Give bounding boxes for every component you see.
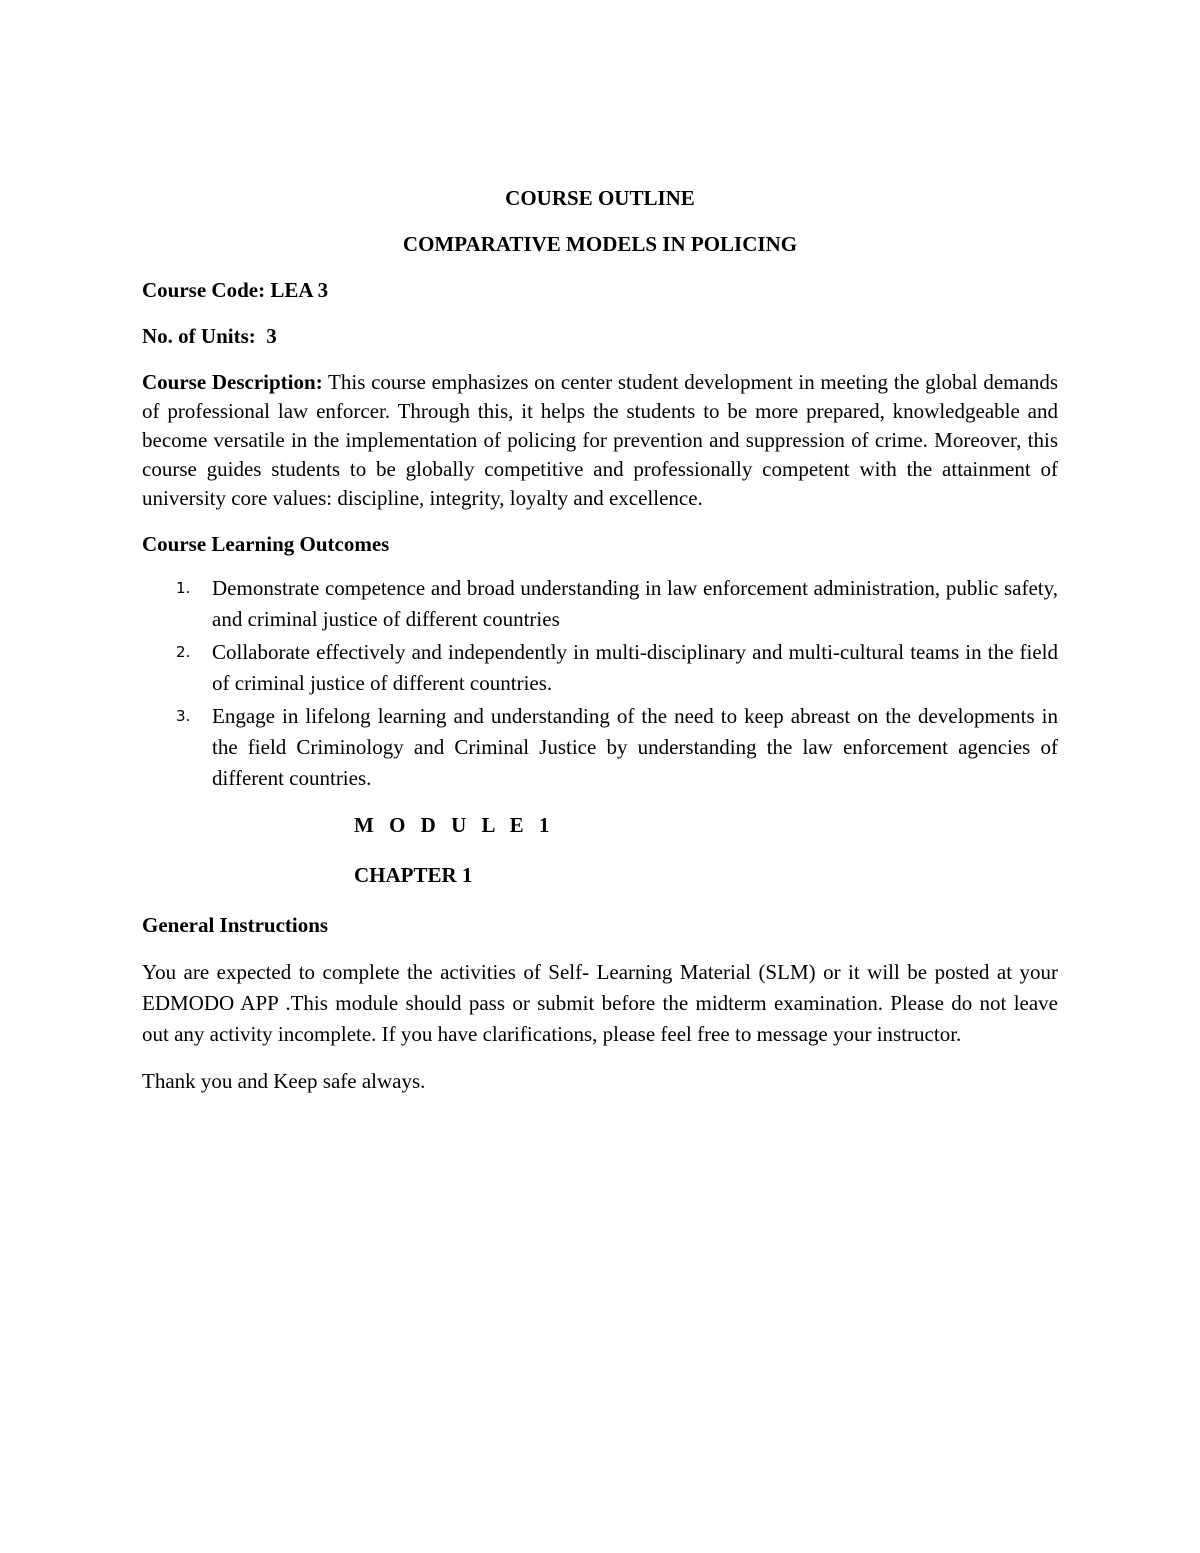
chapter-heading: CHAPTER 1 (354, 863, 473, 887)
document-content (142, 184, 1058, 1096)
course-units-label: No. of Units: (142, 324, 256, 348)
outcome-item (142, 573, 1058, 635)
document-title: COURSE OUTLINE (505, 186, 695, 210)
general-instructions-text: You are expected to complete the activities of Self- Learning Material (SLM) or it will be posted at your EDMODO APP .This module should pass or submit before the midterm examination. Please do not leave out any activity incomplete. If you have clarifications, please feel free to message your instructor. (142, 960, 1058, 1046)
outcomes-heading: Course Learning Outcomes (142, 532, 390, 556)
course-description-label: Course Description: (142, 370, 323, 394)
course-units-value: 3 (266, 324, 277, 348)
course-code-label: Course Code: (142, 278, 266, 302)
general-instructions-heading: General Instructions (142, 913, 329, 937)
closing-line: Thank you and Keep safe always. (142, 1069, 426, 1093)
module-block (142, 811, 1058, 890)
course-units (142, 322, 1058, 351)
outcome-number: 1. (176, 579, 191, 597)
course-description (142, 368, 1058, 513)
outcome-text: Engage in lifelong learning and understanding of the need to keep abreast on the developments in the field Criminology and Criminal Justice by understanding the law enforcement agencies of different countries. (212, 704, 1058, 790)
course-code (142, 276, 1058, 305)
outcomes-list (142, 573, 1058, 794)
outcome-item (142, 701, 1058, 794)
outcome-text: Demonstrate competence and broad understanding in law enforcement administration, public safety, and criminal justice of different countries (212, 576, 1058, 631)
outcome-number: 2. (176, 643, 191, 661)
course-description-text: This course emphasizes on center student development in meeting the global demands of professional law enforcer. Through this, it helps the students to be more prepared, knowledgeable and become versatile in the implementation of policing for prevention and suppression of crime. Moreover, this course guides students to be globally competitive and professionally competent with the attainment of university core values: discipline, integrity, loyalty and excellence. (142, 370, 1058, 510)
outcome-text: Collaborate effectively and independently in multi-disciplinary and multi-cultural teams in the field of criminal justice of different countries. (212, 640, 1058, 695)
module-heading: M O D U L E 1 (354, 813, 555, 837)
outcome-number: 3. (176, 707, 191, 725)
course-code-value: LEA 3 (270, 278, 329, 302)
document-subtitle: COMPARATIVE MODELS IN POLICING (402, 232, 798, 256)
outcome-item (142, 637, 1058, 699)
